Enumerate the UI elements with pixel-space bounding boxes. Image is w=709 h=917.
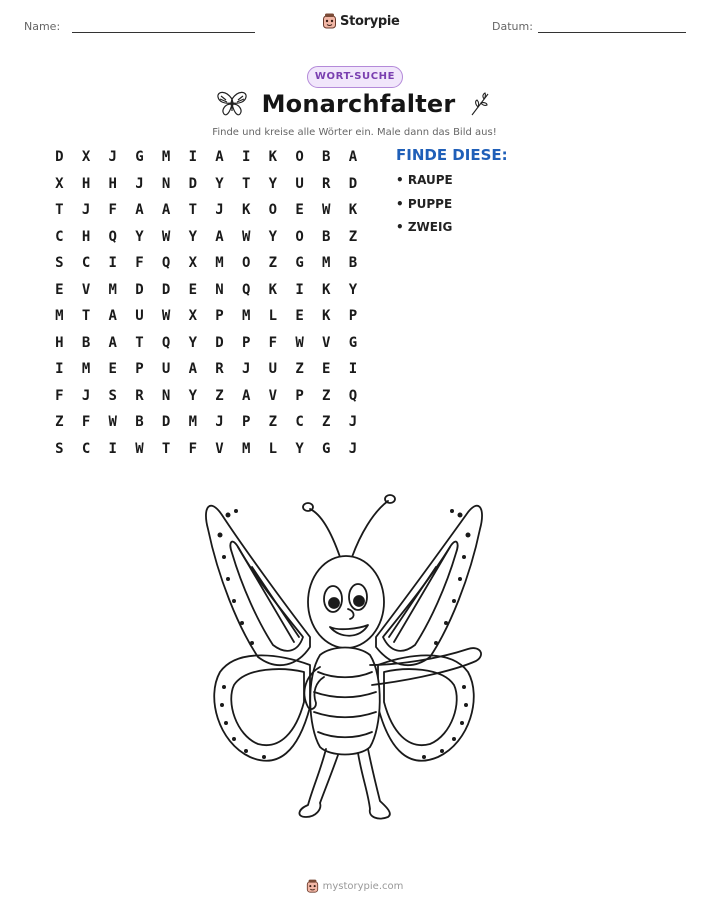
grid-cell[interactable]: P (348, 308, 358, 324)
butterfly-illustration[interactable] (198, 487, 490, 857)
grid-cell[interactable]: A (108, 308, 117, 324)
grid-cell[interactable]: I (241, 149, 251, 165)
grid-cell[interactable]: F (268, 334, 278, 351)
grid-cell[interactable]: I (348, 361, 358, 377)
grid-cell[interactable]: U (135, 308, 144, 324)
grid-cell[interactable]: G (295, 255, 304, 271)
grid-cell[interactable]: V (215, 440, 224, 457)
grid-cell[interactable]: J (348, 414, 358, 430)
word-item: • PUPPE (396, 196, 453, 211)
grid-cell[interactable]: Y (295, 440, 304, 457)
grid-cell[interactable]: P (135, 361, 144, 377)
grid-cell[interactable]: K (268, 149, 278, 165)
grid-cell[interactable]: N (161, 175, 171, 192)
storypie-logo-icon (306, 879, 319, 894)
grid-cell[interactable]: C (55, 228, 64, 245)
grid-cell[interactable]: A (108, 334, 117, 351)
grid-cell[interactable]: E (295, 308, 304, 324)
grid-cell[interactable]: T (188, 202, 197, 218)
grid-cell[interactable]: D (55, 149, 64, 165)
grid-cell[interactable]: G (348, 334, 358, 351)
grid-cell[interactable]: O (295, 149, 304, 165)
grid-cell[interactable]: K (322, 281, 331, 298)
grid-cell[interactable]: E (295, 202, 304, 218)
grid-cell[interactable]: D (348, 175, 358, 192)
grid-cell[interactable]: K (268, 281, 278, 298)
grid-cell[interactable]: H (108, 175, 117, 192)
grid-cell[interactable]: M (81, 361, 91, 377)
grid-cell[interactable]: F (55, 387, 64, 404)
grid-cell[interactable]: W (322, 202, 331, 218)
grid-cell[interactable]: I (55, 361, 64, 377)
grid-cell[interactable]: F (188, 440, 197, 457)
grid-cell[interactable]: P (215, 308, 224, 324)
grid-cell[interactable]: Q (108, 228, 117, 245)
grid-cell[interactable]: M (55, 308, 64, 324)
grid-cell[interactable]: T (81, 308, 91, 324)
grid-cell[interactable]: M (241, 308, 251, 324)
date-label: Datum: (492, 20, 533, 33)
grid-cell[interactable]: E (55, 281, 64, 298)
grid-cell[interactable]: T (55, 202, 64, 218)
grid-cell[interactable]: D (135, 281, 144, 298)
grid-cell[interactable]: Y (215, 175, 224, 192)
grid-cell[interactable]: K (322, 308, 331, 324)
grid-cell[interactable]: T (135, 334, 144, 351)
grid-cell[interactable]: B (135, 414, 144, 430)
storypie-logo-icon (322, 13, 337, 30)
grid-cell[interactable]: U (268, 361, 278, 377)
grid-cell[interactable]: F (81, 414, 91, 430)
footer (0, 879, 709, 894)
grid-cell[interactable]: X (55, 175, 64, 192)
grid-cell[interactable]: Z (322, 387, 331, 404)
grid-cell[interactable]: O (241, 255, 251, 271)
grid-cell[interactable]: U (161, 361, 171, 377)
grid-cell[interactable]: J (81, 202, 91, 218)
grid-cell[interactable]: W (295, 334, 304, 351)
grid-cell[interactable]: S (55, 440, 64, 457)
grid-cell[interactable]: V (81, 281, 91, 298)
word-search-grid[interactable] (46, 148, 366, 466)
grid-cell[interactable]: R (322, 175, 331, 192)
grid-cell[interactable]: V (268, 387, 278, 404)
grid-cell[interactable]: K (348, 202, 358, 218)
grid-cell[interactable]: M (241, 440, 251, 457)
grid-cell[interactable]: D (161, 281, 171, 298)
grid-cell[interactable]: I (295, 281, 304, 298)
twig-icon (469, 91, 493, 117)
grid-cell[interactable]: T (161, 440, 171, 457)
grid-cell[interactable]: Z (268, 255, 278, 271)
instructions: Finde und kreise alle Wörter ein. Male dann das Bild aus! (212, 127, 497, 138)
word-search-badge: WORT-SUCHE (307, 66, 403, 88)
name-field[interactable] (24, 20, 60, 33)
grid-cell[interactable]: C (81, 440, 91, 457)
name-label: Name: (24, 20, 61, 33)
grid-cell[interactable]: J (215, 414, 224, 430)
grid-cell[interactable]: C (81, 255, 91, 271)
grid-cell[interactable]: Y (188, 387, 197, 404)
grid-cell[interactable]: M (188, 414, 197, 430)
grid-cell[interactable]: V (322, 334, 331, 351)
brand (322, 13, 400, 30)
grid-cell[interactable]: Z (215, 387, 224, 404)
grid-cell[interactable]: S (55, 255, 64, 271)
grid-cell[interactable]: E (188, 281, 197, 298)
grid-cell[interactable]: W (161, 228, 171, 245)
grid-cell[interactable]: A (161, 202, 171, 218)
grid-cell[interactable]: I (108, 255, 117, 271)
grid-cell[interactable]: Z (322, 414, 331, 430)
grid-cell[interactable]: S (108, 387, 117, 404)
grid-cell[interactable]: Q (241, 281, 251, 298)
grid-cell[interactable]: F (135, 255, 144, 271)
grid-cell[interactable]: W (135, 440, 144, 457)
grid-cell[interactable]: Z (295, 361, 304, 377)
page-title: Monarchfalter (261, 90, 456, 118)
name-line[interactable] (72, 32, 255, 33)
grid-cell[interactable]: A (188, 361, 197, 377)
grid-cell[interactable]: Y (188, 334, 197, 351)
word-list (396, 146, 508, 244)
grid-cell[interactable]: C (295, 414, 304, 430)
grid-cell[interactable]: O (268, 202, 278, 218)
grid-cell[interactable]: W (161, 308, 171, 324)
grid-cell[interactable]: D (188, 175, 197, 192)
grid-cell[interactable]: W (241, 228, 251, 245)
word-item: • ZWEIG (396, 220, 453, 234)
grid-cell[interactable]: U (295, 175, 304, 192)
grid-cell[interactable]: Q (161, 255, 171, 271)
grid-cell[interactable]: P (295, 387, 304, 404)
grid-cell[interactable]: B (322, 228, 331, 245)
grid-cell[interactable]: N (161, 387, 171, 404)
grid-cell[interactable]: R (135, 387, 144, 404)
grid-cell[interactable]: M (215, 255, 224, 271)
grid-cell[interactable]: T (241, 175, 251, 192)
grid-cell[interactable]: E (108, 361, 117, 377)
grid-cell[interactable]: H (81, 228, 91, 245)
grid-cell[interactable]: B (348, 255, 358, 271)
grid-cell[interactable]: F (108, 202, 117, 218)
grid-cell[interactable]: J (135, 175, 144, 192)
grid-cell[interactable]: I (188, 149, 197, 165)
word-list-heading: FINDE DIESE: (396, 146, 508, 164)
grid-cell[interactable]: M (108, 281, 117, 298)
grid-cell[interactable]: Z (348, 228, 358, 245)
date-line[interactable] (538, 32, 686, 33)
grid-cell[interactable]: A (241, 387, 251, 404)
grid-cell[interactable]: Q (161, 334, 171, 351)
grid-cell[interactable]: X (188, 308, 197, 324)
grid-cell[interactable]: E (322, 361, 331, 377)
grid-cell[interactable]: Y (268, 175, 278, 192)
grid-cell[interactable]: W (108, 414, 117, 430)
grid-cell[interactable]: L (268, 440, 278, 457)
grid-cell[interactable]: J (348, 440, 358, 457)
title-row (0, 90, 709, 118)
date-field[interactable] (492, 20, 533, 33)
grid-cell[interactable]: J (108, 149, 117, 165)
grid-cell[interactable]: B (81, 334, 91, 351)
grid-cell[interactable]: L (268, 308, 278, 324)
grid-cell[interactable]: A (348, 149, 358, 165)
grid-cell[interactable]: J (81, 387, 91, 404)
grid-cell[interactable]: J (215, 202, 224, 218)
grid-cell[interactable]: B (322, 149, 331, 165)
word-item: • RAUPE (396, 173, 453, 187)
grid-cell[interactable]: D (215, 334, 224, 351)
grid-cell[interactable]: X (188, 255, 197, 271)
grid-cell[interactable]: A (135, 202, 144, 218)
grid-cell[interactable]: X (81, 149, 91, 165)
grid-cell[interactable]: O (295, 228, 304, 245)
grid-cell[interactable]: H (55, 334, 64, 351)
grid-cell[interactable]: Z (55, 414, 64, 430)
grid-cell[interactable]: Y (268, 228, 278, 245)
grid-cell[interactable]: P (241, 414, 251, 430)
grid-cell[interactable]: H (81, 175, 91, 192)
grid-cell[interactable]: M (161, 149, 171, 165)
grid-cell[interactable]: M (322, 255, 331, 271)
grid-cell[interactable]: A (215, 228, 224, 245)
grid-cell[interactable]: Y (135, 228, 144, 245)
grid-cell[interactable]: P (241, 334, 251, 351)
brand-name: Storypie (340, 14, 400, 29)
grid-cell[interactable]: G (135, 149, 144, 165)
grid-cell[interactable]: G (322, 440, 331, 457)
grid-cell[interactable]: I (108, 440, 117, 457)
grid-cell[interactable]: Z (268, 414, 278, 430)
grid-cell[interactable]: R (215, 361, 224, 377)
grid-cell[interactable]: D (161, 414, 171, 430)
footer-url[interactable]: mystorypie.com (322, 881, 404, 892)
grid-cell[interactable]: Y (188, 228, 197, 245)
grid-cell[interactable]: K (241, 202, 251, 218)
grid-cell[interactable]: A (215, 149, 224, 165)
grid-cell[interactable]: Q (348, 387, 358, 404)
grid-cell[interactable]: Y (348, 281, 358, 298)
grid-cell[interactable]: N (215, 281, 224, 298)
grid-cell[interactable]: J (241, 361, 251, 377)
butterfly-icon (216, 91, 248, 117)
